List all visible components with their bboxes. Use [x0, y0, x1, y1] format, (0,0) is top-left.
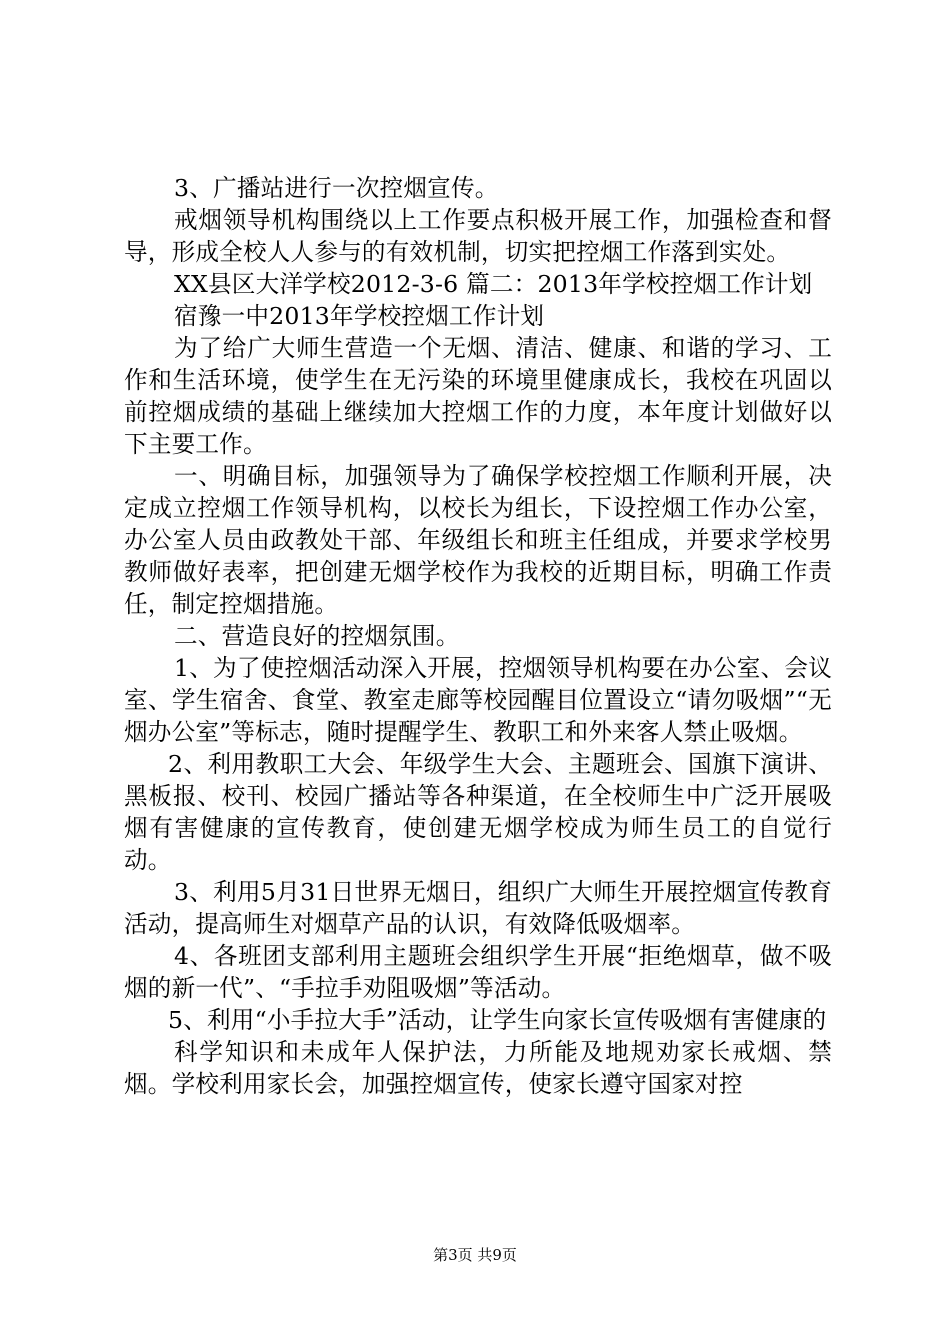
- paragraph-item-2: 2、利用教职工大会、年级学生大会、主题班会、国旗下演讲、黑板报、校刊、校园广播站等各种渠道，在全校师生中广泛开展吸烟有害健康的宣传教育，使创建无烟学校成为师生员工的自觉行动。: [124, 750, 832, 874]
- document-body: [124, 172, 832, 1100]
- paragraph-item-5-continued: 科学知识和未成年人保护法，力所能及地规劝家长戒烟、禁烟。学校利用家长会，加强控烟宣传，使家长遵守国家对控: [124, 1038, 832, 1098]
- paragraph-broadcast: 3、广播站进行一次控烟宣传。: [174, 174, 499, 202]
- paragraph-item-3: 3、利用5月31日世界无烟日，组织广大师生开展控烟宣传教育活动，提高师生对烟草产品的认识，有效降低吸烟率。: [124, 878, 832, 938]
- paragraph-item-5: 5、利用“小手拉大手”活动，让学生向家长宣传吸烟有害健康的: [168, 1006, 827, 1034]
- paragraph-intro: 为了给广大师生营造一个无烟、清洁、健康、和谐的学习、工作和生活环境，使学生在无污染的环境里健康成长，我校在巩固以前控烟成绩的基础上继续加大控烟工作的力度，本年度计划做好以下主要工作。: [124, 334, 832, 458]
- paragraph-plan-title: 宿豫一中2013年学校控烟工作计划: [174, 302, 545, 330]
- paragraph-school-date-heading: XX县区大洋学校2012-3-6 篇二：2013年学校控烟工作计划: [174, 270, 813, 298]
- page-footer: 第3页 共9页: [433, 1246, 517, 1264]
- paragraph-item-1: 1、为了使控烟活动深入开展，控烟领导机构要在办公室、会议室、学生宿舍、食堂、教室走廊等校园醒目位置设立“请勿吸烟”“无烟办公室”等标志，随时提醒学生、教职工和外来客人禁止吸烟。: [124, 654, 832, 746]
- paragraph-section-two: 二、营造良好的控烟氛围。: [174, 622, 460, 650]
- paragraph-section-one: 一、明确目标，加强领导为了确保学校控烟工作顺利开展，决定成立控烟工作领导机构，以校长为组长，下设控烟工作办公室，办公室人员由政教处干部、年级组长和班主任组成，并要求学校男教师做好表率，把创建无烟学校作为我校的近期目标，明确工作责任，制定控烟措施。: [124, 462, 832, 618]
- paragraph-item-4: 4、各班团支部利用主题班会组织学生开展“拒绝烟草，做不吸烟的新一代”、“手拉手劝阻吸烟”等活动。: [124, 942, 832, 1002]
- paragraph-leadership-work: 戒烟领导机构围绕以上工作要点积极开展工作，加强检查和督导，形成全校人人参与的有效机制，切实把控烟工作落到实处。: [124, 206, 832, 266]
